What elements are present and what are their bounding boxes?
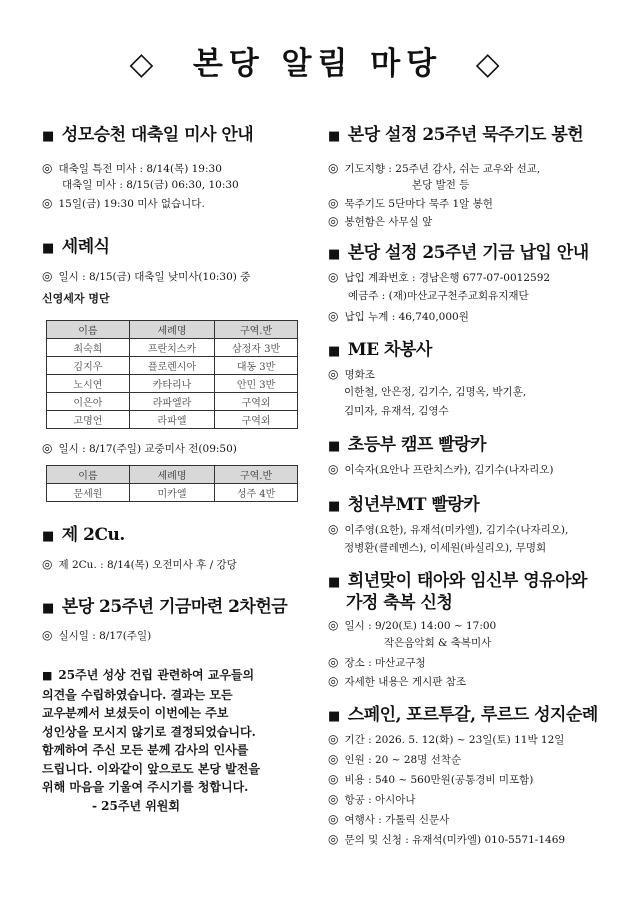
- text-line: 예금주 : (재)마산교구천주교회유지재단: [348, 290, 529, 302]
- text-line: ◎ 이주영(요한), 유재석(미카엘), 김기수(나자리오),: [328, 522, 569, 536]
- bullet-icon: ◎: [328, 196, 339, 210]
- sub-heading: 신영세자 명단: [42, 292, 110, 305]
- text-line: 정병환(클레멘스), 이세원(바실리오), 무명회: [344, 542, 547, 554]
- text-line: ◎ 장소 : 마산교구청: [328, 655, 426, 669]
- bullet-icon: ◎: [328, 161, 339, 175]
- bullet-icon: ◎: [328, 772, 339, 786]
- square-icon: ■: [328, 499, 340, 514]
- table-cell: 삼정자 3반: [215, 339, 298, 357]
- table-row: [47, 375, 298, 393]
- section-heading: ■ 초등부 캠프 빨랑카: [328, 435, 487, 455]
- table-cell: 최숙희: [47, 339, 130, 357]
- bullet-icon: ◎: [42, 557, 53, 571]
- table-cell: 성주 4반: [215, 484, 298, 502]
- text-line: ◎ 대축일 특전 미사 : 8/14(목) 19:30: [42, 161, 222, 175]
- text-line: ◎ 제 2Cu. : 8/14(목) 오전미사 후 / 강당: [42, 557, 237, 571]
- bullet-icon: ◎: [328, 462, 339, 476]
- table-row: [47, 484, 298, 502]
- square-icon: ■: [328, 575, 340, 590]
- bullet-icon: ◎: [328, 618, 339, 632]
- section-heading: ■ 본당 설정 25주년 묵주기도 봉헌: [328, 125, 584, 145]
- bullet-icon: ◎: [328, 309, 339, 323]
- table-header-cell: 세례명: [129, 321, 214, 339]
- text-line: 이한철, 안은정, 김기수, 김명옥, 박기훈,: [344, 386, 527, 398]
- note-line: 함께하여 주신 모든 분께 감사의 인사를: [42, 743, 249, 757]
- table-header-cell: 구역.반: [215, 466, 298, 484]
- square-icon: ■: [328, 129, 340, 144]
- text-line: 본당 발전 등: [412, 179, 470, 191]
- table-cell: 플로렌시아: [129, 357, 214, 375]
- table-header-cell: 이름: [47, 321, 130, 339]
- note-line: 성인상을 모시지 않기로 결정되었습니다.: [42, 724, 256, 739]
- baptism-table: [46, 320, 298, 429]
- section-heading-cont: 가정 축복 신청: [346, 593, 453, 613]
- bullet-icon: ◎: [328, 214, 339, 228]
- text-line: ◎ 항공 : 아시아나: [328, 792, 416, 806]
- table-row: [47, 393, 298, 411]
- text-line: ◎ 문의 및 신청 : 유재석(미카엘) 010-5571-1469: [328, 832, 566, 846]
- bullet-icon: ◎: [328, 732, 339, 746]
- bullet-icon: ◎: [328, 832, 339, 846]
- section-heading: ■ 희년맞이 태아와 임신부 영유아와: [328, 571, 587, 591]
- text-line: ◎ 일시 : 8/17(주일) 교중미사 전(09:50): [42, 441, 237, 455]
- square-icon: ■: [328, 439, 340, 454]
- table-cell: 대동 3반: [215, 357, 298, 375]
- table-cell: 카타리나: [129, 375, 214, 393]
- table-header-cell: 구역.반: [215, 321, 298, 339]
- square-icon: ■: [328, 709, 340, 724]
- table-cell: 라파엘라: [129, 393, 214, 411]
- bullet-icon: ◎: [328, 655, 339, 669]
- table-cell: 고명언: [47, 411, 130, 429]
- section-heading: ■ ME 차봉사: [328, 340, 432, 360]
- text-line: ◎ 자세한 내용은 게시판 참조: [328, 674, 467, 688]
- bullet-icon: ◎: [42, 269, 53, 283]
- bullet-icon: ◎: [42, 161, 53, 175]
- table-cell: 문세원: [47, 484, 130, 502]
- table-header-row: [47, 466, 298, 484]
- text-line: ◎ 일시 : 8/15(금) 대축일 낮미사(10:30) 중: [42, 269, 251, 283]
- bullet-icon: ◎: [42, 196, 53, 210]
- section-heading: ■ 성모승천 대축일 미사 안내: [42, 125, 254, 145]
- section-heading: ■ 제 2Cu.: [42, 525, 125, 545]
- text-line: ◎ 납입 계좌번호 : 경남은행 677-07-0012592: [328, 270, 551, 284]
- bullet-icon: ◎: [328, 674, 339, 688]
- bullet-icon: ◎: [328, 792, 339, 806]
- text-line: ◎ 일시 : 9/20(토) 14:00 ~ 17:00: [328, 618, 497, 632]
- note-line: 드립니다. 이와같이 앞으로도 본당 발전을: [42, 761, 260, 776]
- table-cell: 노시연: [47, 375, 130, 393]
- note-line: 교우분께서 보셨듯이 이번에는 주보: [42, 706, 229, 720]
- square-icon: ■: [42, 129, 54, 144]
- table-cell: 프란치스카: [129, 339, 214, 357]
- section-heading: ■ 본당 설정 25주년 기금 납입 안내: [328, 243, 589, 263]
- bullet-icon: ◎: [328, 367, 339, 381]
- text-line: 작은음악회 & 축복미사: [384, 637, 492, 649]
- bullet-icon: ◎: [328, 270, 339, 284]
- text-line: ◎ 묵주기도 5단마다 묵주 1알 봉헌: [328, 196, 493, 210]
- baptism-table-2: [46, 465, 298, 502]
- text-line: ◎ 이숙자(요안나 프란치스카), 김기수(나자리오): [328, 462, 554, 476]
- table-header-cell: 이름: [47, 466, 130, 484]
- square-icon: ■: [42, 529, 54, 544]
- table-cell: 이은아: [47, 393, 130, 411]
- text-line: ◎ 기간 : 2026. 5. 12(화) ~ 23일(토) 11박 12일: [328, 732, 565, 746]
- table-cell: 구역외: [215, 393, 298, 411]
- text-line: ◎ 인원 : 20 ~ 28명 선착순: [328, 752, 462, 766]
- bullet-icon: ◎: [328, 522, 339, 536]
- table-row: [47, 357, 298, 375]
- square-icon: ■: [328, 344, 340, 359]
- square-icon: ■: [328, 247, 340, 262]
- table-header-row: [47, 321, 298, 339]
- bullet-icon: ◎: [328, 752, 339, 766]
- table-row: [47, 339, 298, 357]
- page-title: ◇ 본당 알림 마당 ◇: [129, 46, 506, 82]
- note-line: 위해 마음을 기울여 주시기를 청합니다.: [42, 780, 249, 794]
- section-heading: ■ 세례식: [42, 237, 110, 257]
- bullet-icon: ◎: [328, 812, 339, 826]
- text-line: ◎ 명화조: [328, 367, 375, 381]
- text-line: 김미자, 유재석, 김영수: [344, 405, 449, 417]
- note-line: ■ 25주년 성상 건립 관련하여 교우들의: [42, 668, 255, 682]
- table-cell: 미카엘: [129, 484, 214, 502]
- table-cell: 김지우: [47, 357, 130, 375]
- text-line: ◎ 15일(금) 19:30 미사 없습니다.: [42, 196, 205, 210]
- table-cell: 구역외: [215, 411, 298, 429]
- text-line: ◎ 여행사 : 가톨릭 신문사: [328, 812, 450, 826]
- committee-note: [42, 666, 260, 815]
- text-line: ◎ 기도지향 : 25주년 감사, 쉬는 교우와 선교,: [328, 161, 541, 175]
- square-icon: ■: [42, 601, 54, 616]
- table-cell: 안민 3반: [215, 375, 298, 393]
- text-line: 대축일 미사 : 8/15(금) 06:30, 10:30: [62, 179, 239, 191]
- text-line: ◎ 봉헌함은 사무실 앞: [328, 214, 433, 228]
- table-header-cell: 세례명: [129, 466, 214, 484]
- square-icon: ■: [42, 241, 54, 256]
- bullet-icon: ◎: [42, 628, 53, 642]
- table-row: [47, 411, 298, 429]
- table-cell: 라파엘: [129, 411, 214, 429]
- text-line: ◎ 납입 누계 : 46,740,000원: [328, 309, 469, 323]
- text-line: ◎ 실시일 : 8/17(주일): [42, 628, 152, 642]
- section-heading: ■ 본당 25주년 기금마련 2차헌금: [42, 597, 288, 617]
- text-line: ◎ 비용 : 540 ~ 560만원(공통경비 미포함): [328, 772, 534, 786]
- note-signature: - 25주년 위원회: [92, 798, 180, 813]
- note-line: 의견을 수립하였습니다. 결과는 모든: [42, 687, 233, 702]
- section-heading: ■ 스페인, 포르투갈, 루르드 성지순례: [328, 705, 598, 725]
- square-icon: ■: [42, 669, 53, 682]
- section-heading: ■ 청년부MT 빨랑카: [328, 495, 480, 515]
- bullet-icon: ◎: [42, 441, 53, 455]
